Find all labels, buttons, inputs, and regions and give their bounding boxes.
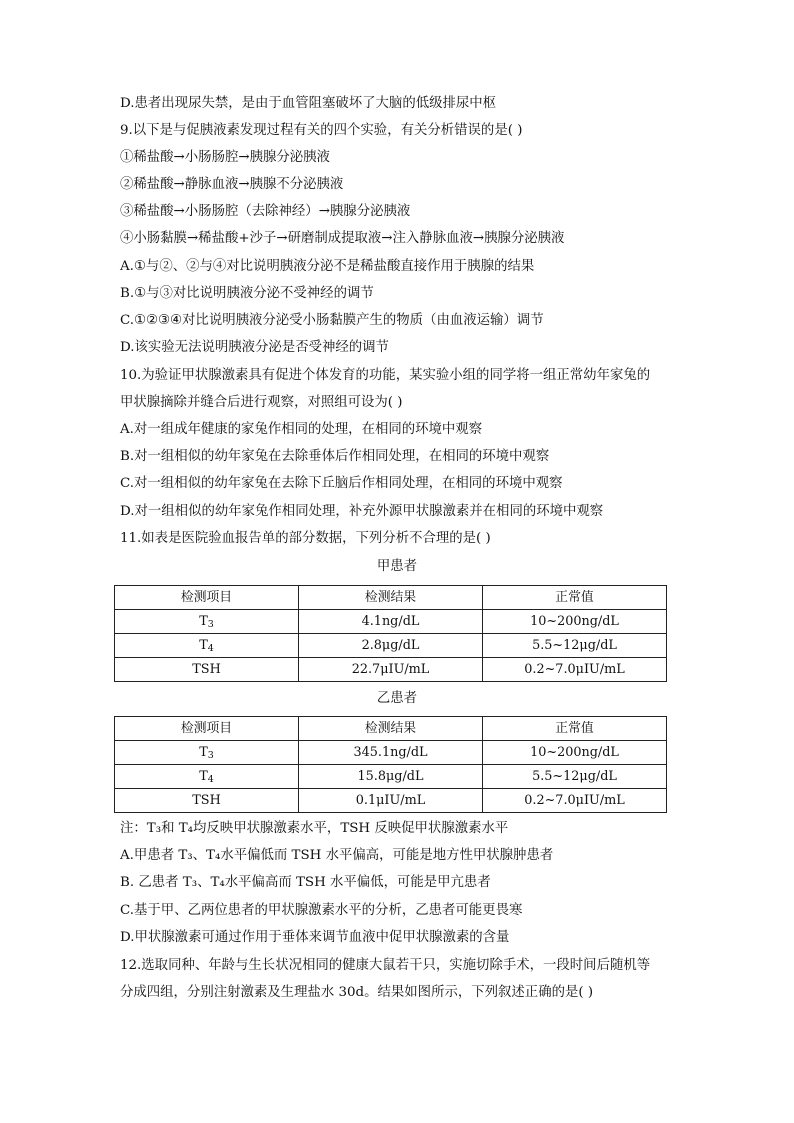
item-name: T bbox=[199, 613, 208, 629]
normal-cell: 0.2~7.0μIU/mL bbox=[483, 658, 667, 682]
header-cell: 检测项目 bbox=[115, 586, 299, 610]
result-cell: 22.7μIU/mL bbox=[299, 658, 483, 682]
normal-cell: 10~200ng/dL bbox=[483, 610, 667, 634]
normal-cell: 5.5~12μg/dL bbox=[483, 765, 667, 789]
q10-option-a: A.对一组成年健康的家兔作相同的处理，在相同的环境中观察 bbox=[120, 422, 483, 437]
item-cell bbox=[115, 741, 299, 765]
q9-experiment-3: ③稀盐酸→小肠肠腔（去除神经）→胰腺分泌胰液 bbox=[120, 204, 411, 219]
item-subscript: 3 bbox=[207, 749, 214, 761]
q10-option-c: C.对一组相似的幼年家兔在去除下丘脑后作相同处理，在相同的环境中观察 bbox=[120, 476, 563, 491]
header-cell: 正常值 bbox=[483, 717, 667, 741]
result-cell: 4.1ng/dL bbox=[299, 610, 483, 634]
q11-option-b: B. 乙患者 T₃、T₄水平偏高而 TSH 水平偏低，可能是甲亢患者 bbox=[120, 875, 491, 890]
item-subscript: 4 bbox=[207, 642, 214, 654]
table-row bbox=[115, 789, 667, 813]
item-name: TSH bbox=[192, 792, 221, 808]
q9-option-c: C.①②③④对比说明胰液分泌受小肠黏膜产生的物质（由血液运输）调节 bbox=[120, 313, 544, 328]
q12-stem-line2: 分成四组，分别注射激素及生理盐水 30d。结果如图所示，下列叙述正确的是( ) bbox=[120, 985, 594, 1000]
item-name: T bbox=[199, 768, 208, 784]
item-cell bbox=[115, 658, 299, 682]
item-name: T bbox=[199, 637, 208, 653]
table-row bbox=[115, 634, 667, 658]
q9-experiment-2: ②稀盐酸→静脉血液→胰腺不分泌胰液 bbox=[120, 177, 344, 192]
normal-cell: 10~200ng/dL bbox=[483, 741, 667, 765]
normal-cell: 0.2~7.0μIU/mL bbox=[483, 789, 667, 813]
table-note: 注：T₃和 T₄均反映甲状腺激素水平，TSH 反映促甲状腺激素水平 bbox=[120, 821, 509, 836]
q11-option-d: D.甲状腺激素可通过作用于垂体来调节血液中促甲状腺激素的含量 bbox=[120, 930, 510, 945]
q10-option-d: D.对一组相似的幼年家兔作相同处理，补充外源甲状腺激素并在相同的环境中观察 bbox=[120, 504, 604, 519]
result-cell: 0.1μIU/mL bbox=[299, 789, 483, 813]
table-a-caption: 甲患者 bbox=[376, 559, 418, 574]
header-cell: 正常值 bbox=[483, 586, 667, 610]
result-cell: 2.8μg/dL bbox=[299, 634, 483, 658]
q9-option-d: D.该实验无法说明胰液分泌是否受神经的调节 bbox=[120, 340, 389, 355]
q9-stem: 9.以下是与促胰液素发现过程有关的四个实验，有关分析错误的是( ) bbox=[120, 123, 523, 138]
result-cell: 345.1ng/dL bbox=[299, 741, 483, 765]
report-table-a bbox=[114, 585, 667, 682]
q11-stem: 11.如表是医院验血报告单的部分数据，下列分析不合理的是( ) bbox=[120, 531, 491, 546]
item-name: T bbox=[199, 744, 208, 760]
table-row bbox=[115, 741, 667, 765]
normal-cell: 5.5~12μg/dL bbox=[483, 634, 667, 658]
q9-option-a: A.①与②、②与④对比说明胰液分泌不是稀盐酸直接作用于胰腺的结果 bbox=[120, 259, 535, 274]
item-name: TSH bbox=[192, 661, 221, 677]
table-header-row bbox=[115, 717, 667, 741]
q9-option-b: B.①与③对比说明胰液分泌不受神经的调节 bbox=[120, 286, 374, 301]
header-cell: 检测结果 bbox=[299, 717, 483, 741]
header-cell: 检测结果 bbox=[299, 586, 483, 610]
item-cell bbox=[115, 634, 299, 658]
item-cell bbox=[115, 610, 299, 634]
item-subscript: 3 bbox=[207, 618, 214, 630]
q10-option-b: B.对一组相似的幼年家兔在去除垂体后作相同处理，在相同的环境中观察 bbox=[120, 449, 550, 464]
table-row bbox=[115, 765, 667, 789]
item-cell bbox=[115, 789, 299, 813]
q8-option-d: D.患者出现尿失禁，是由于血管阻塞破坏了大脑的低级排尿中枢 bbox=[120, 96, 497, 111]
table-b-caption: 乙患者 bbox=[376, 691, 418, 706]
item-cell bbox=[115, 765, 299, 789]
table-row bbox=[115, 658, 667, 682]
q11-option-c: C.基于甲、乙两位患者的甲状腺激素水平的分析，乙患者可能更畏寒 bbox=[120, 903, 523, 918]
header-cell: 检测项目 bbox=[115, 717, 299, 741]
q9-experiment-4: ④小肠黏膜→稀盐酸+沙子→研磨制成提取液→注入静脉血液→胰腺分泌胰液 bbox=[120, 231, 565, 246]
q9-experiment-1: ①稀盐酸→小肠肠腔→胰腺分泌胰液 bbox=[120, 150, 330, 165]
report-table-b bbox=[114, 716, 667, 813]
q10-stem-line1: 10.为验证甲状腺激素具有促进个体发育的功能，某实验小组的同学将一组正常幼年家兔的 bbox=[120, 368, 651, 383]
q11-option-a: A.甲患者 T₃、T₄水平偏低而 TSH 水平偏高，可能是地方性甲状腺肿患者 bbox=[120, 848, 554, 863]
q12-stem-line1: 12.选取同种、年龄与生长状况相同的健康大鼠若干只，实施切除手术，一段时间后随机等 bbox=[120, 958, 651, 973]
table-row bbox=[115, 610, 667, 634]
q10-stem-line2: 甲状腺摘除并缝合后进行观察，对照组可设为( ) bbox=[120, 395, 403, 410]
result-cell: 15.8μg/dL bbox=[299, 765, 483, 789]
table-header-row bbox=[115, 586, 667, 610]
item-subscript: 4 bbox=[207, 773, 214, 785]
